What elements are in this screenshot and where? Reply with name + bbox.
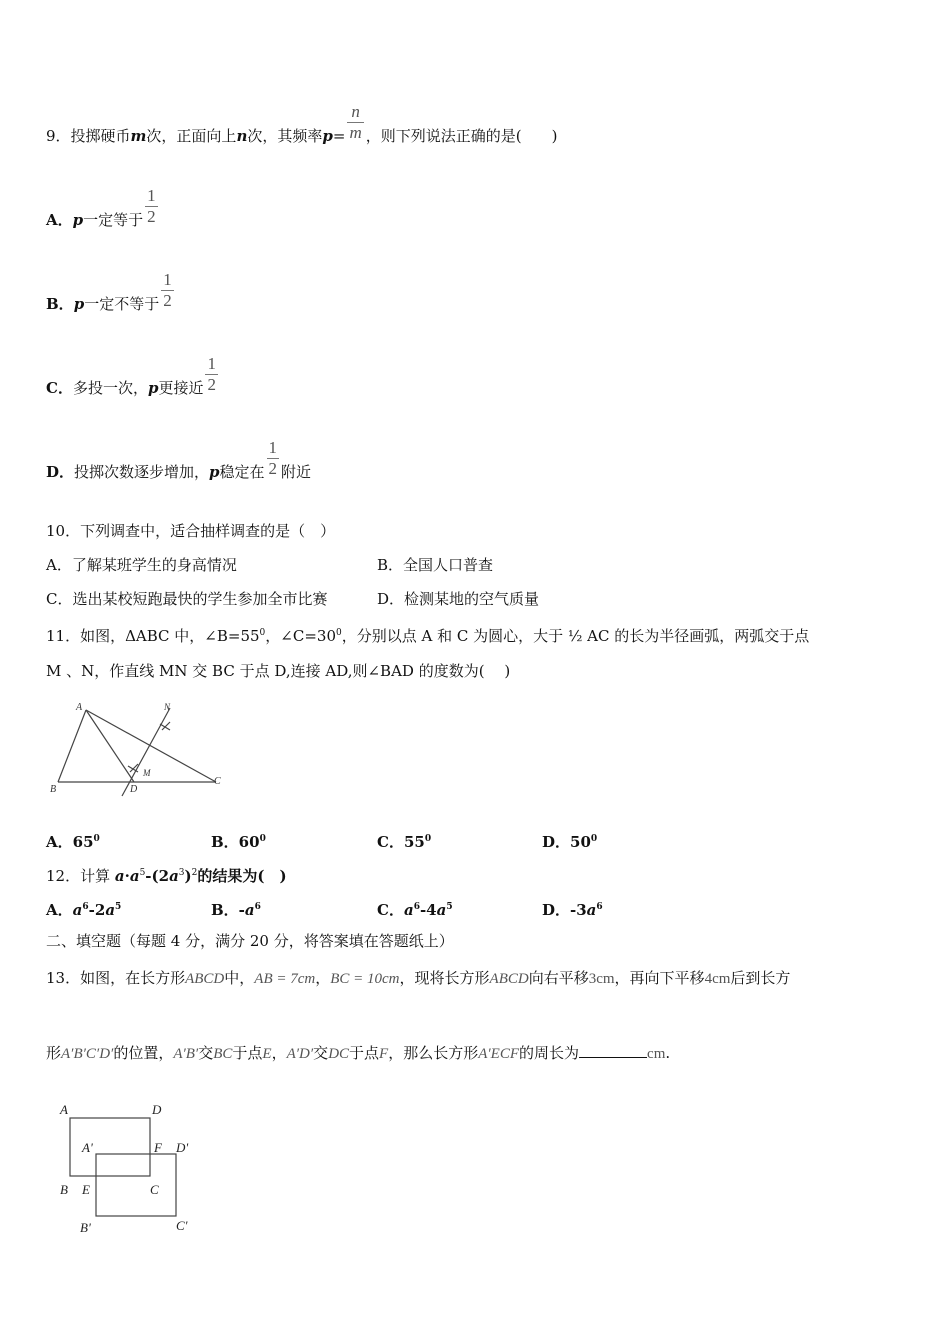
- label-n: N: [164, 702, 171, 712]
- label-d: D: [152, 1102, 162, 1117]
- q9-option-d: D．投掷次数逐步增加，p稳定在 $\frac{1}{2}$ 附近: [46, 437, 312, 481]
- q13-stem-line2: 形A′B′C′D′的位置，A′B′交BC于点E，A′D′交DC于点F，那么长方形A′ECF的周长为 cm.: [46, 1044, 671, 1062]
- label-m: M: [143, 768, 151, 778]
- rectangle-a-prime-b-prime-c-prime-d-prime: [96, 1154, 176, 1216]
- q13-rectangles-figure: [50, 1098, 210, 1238]
- q11-stem-line1: 11．如图，ΔABC 中，$\angle B=55^0$，$\angle C=30^0$，分别以点 A 和 C 为圆心，大于 ½ AC 的长为半径画弧，两弧交于点: [46, 627, 810, 645]
- q9-d-fraction: $\frac{1}{2}$: [268, 437, 278, 478]
- label-b: B: [50, 784, 57, 795]
- label-c-prime: C': [176, 1218, 188, 1233]
- q9-fraction: $\frac{n}{m}$: [349, 101, 362, 142]
- q9-a-fraction: $\frac{1}{2}$: [147, 185, 156, 226]
- label-d: D: [130, 784, 138, 795]
- label-a: A: [60, 1102, 68, 1117]
- q10-option-d: D．检测某地的空气质量: [377, 590, 540, 608]
- q13-stem-line1: 13．如图，在长方形ABCD中，AB = 7cm，BC = 10cm，现将长方形ABCD向右平移3cm，再向下平移4cm后到长方: [46, 969, 791, 987]
- q9-b-fraction: $\frac{1}{2}$: [163, 269, 172, 310]
- label-b-prime: B': [80, 1220, 91, 1235]
- q9-stem: 9．投掷硬币m次，正面向上n次，其频率p= $\frac{n}{m}$ ，则下列说法正确的是( ): [46, 101, 558, 145]
- label-a-prime: A': [82, 1140, 93, 1155]
- q9-option-c: C．多投一次，p更接近 $\frac{1}{2}$: [46, 353, 216, 397]
- label-a: A: [76, 702, 83, 713]
- label-c: C: [214, 776, 221, 787]
- q10-stem: 10．下列调查中，适合抽样调查的是（ ）: [46, 522, 336, 540]
- label-c: C: [150, 1182, 159, 1197]
- q12-stem: 12．计算 $a\cdot a^5-(2a^3)^2$的结果为( ): [46, 867, 287, 885]
- q11-option-b: B．$60^0$: [211, 833, 266, 851]
- q11-option-d: D．$50^0$: [542, 833, 598, 851]
- q11-option-c: C．$55^0$: [377, 833, 432, 851]
- label-b: B: [60, 1182, 68, 1197]
- q12-option-c: C．$a^6-4a^5$: [377, 901, 453, 919]
- q9-option-a: A．p一定等于 $\frac{1}{2}$: [46, 185, 156, 229]
- q10-option-a: A．了解某班学生的身高情况: [46, 556, 237, 574]
- q10-option-c: C．选出某校短跑最快的学生参加全市比赛: [46, 590, 328, 608]
- label-d-prime: D': [176, 1140, 189, 1155]
- q12-option-d: D．$-3a^6$: [542, 901, 603, 919]
- q11-option-a: A．$65^0$: [46, 833, 100, 851]
- q10-option-b: B．全国人口普查: [377, 556, 494, 574]
- label-e: E: [82, 1182, 90, 1197]
- q9-option-b: B．p一定不等于 $\frac{1}{2}$: [46, 269, 172, 313]
- section-2-heading: 二、填空题（每题 4 分，满分 20 分，将答案填在答题纸上）: [46, 932, 454, 950]
- segment-ad: [86, 710, 134, 782]
- q12-option-a: A．$a^6-2a^5$: [46, 901, 122, 919]
- label-f: F: [154, 1140, 162, 1155]
- q9-c-fraction: $\frac{1}{2}$: [207, 353, 216, 394]
- segment-ab: [58, 710, 86, 782]
- arc-m: [128, 764, 138, 772]
- answer-blank[interactable]: [579, 1043, 647, 1058]
- q11-stem-line2: M 、N，作直线 MN 交 BC 于点 D,连接 AD,则∠BAD 的度数为( ): [46, 662, 511, 680]
- q12-option-b: B．$-a^6$: [211, 901, 261, 919]
- segment-ac: [86, 710, 216, 782]
- q11-triangle-figure: [46, 700, 236, 800]
